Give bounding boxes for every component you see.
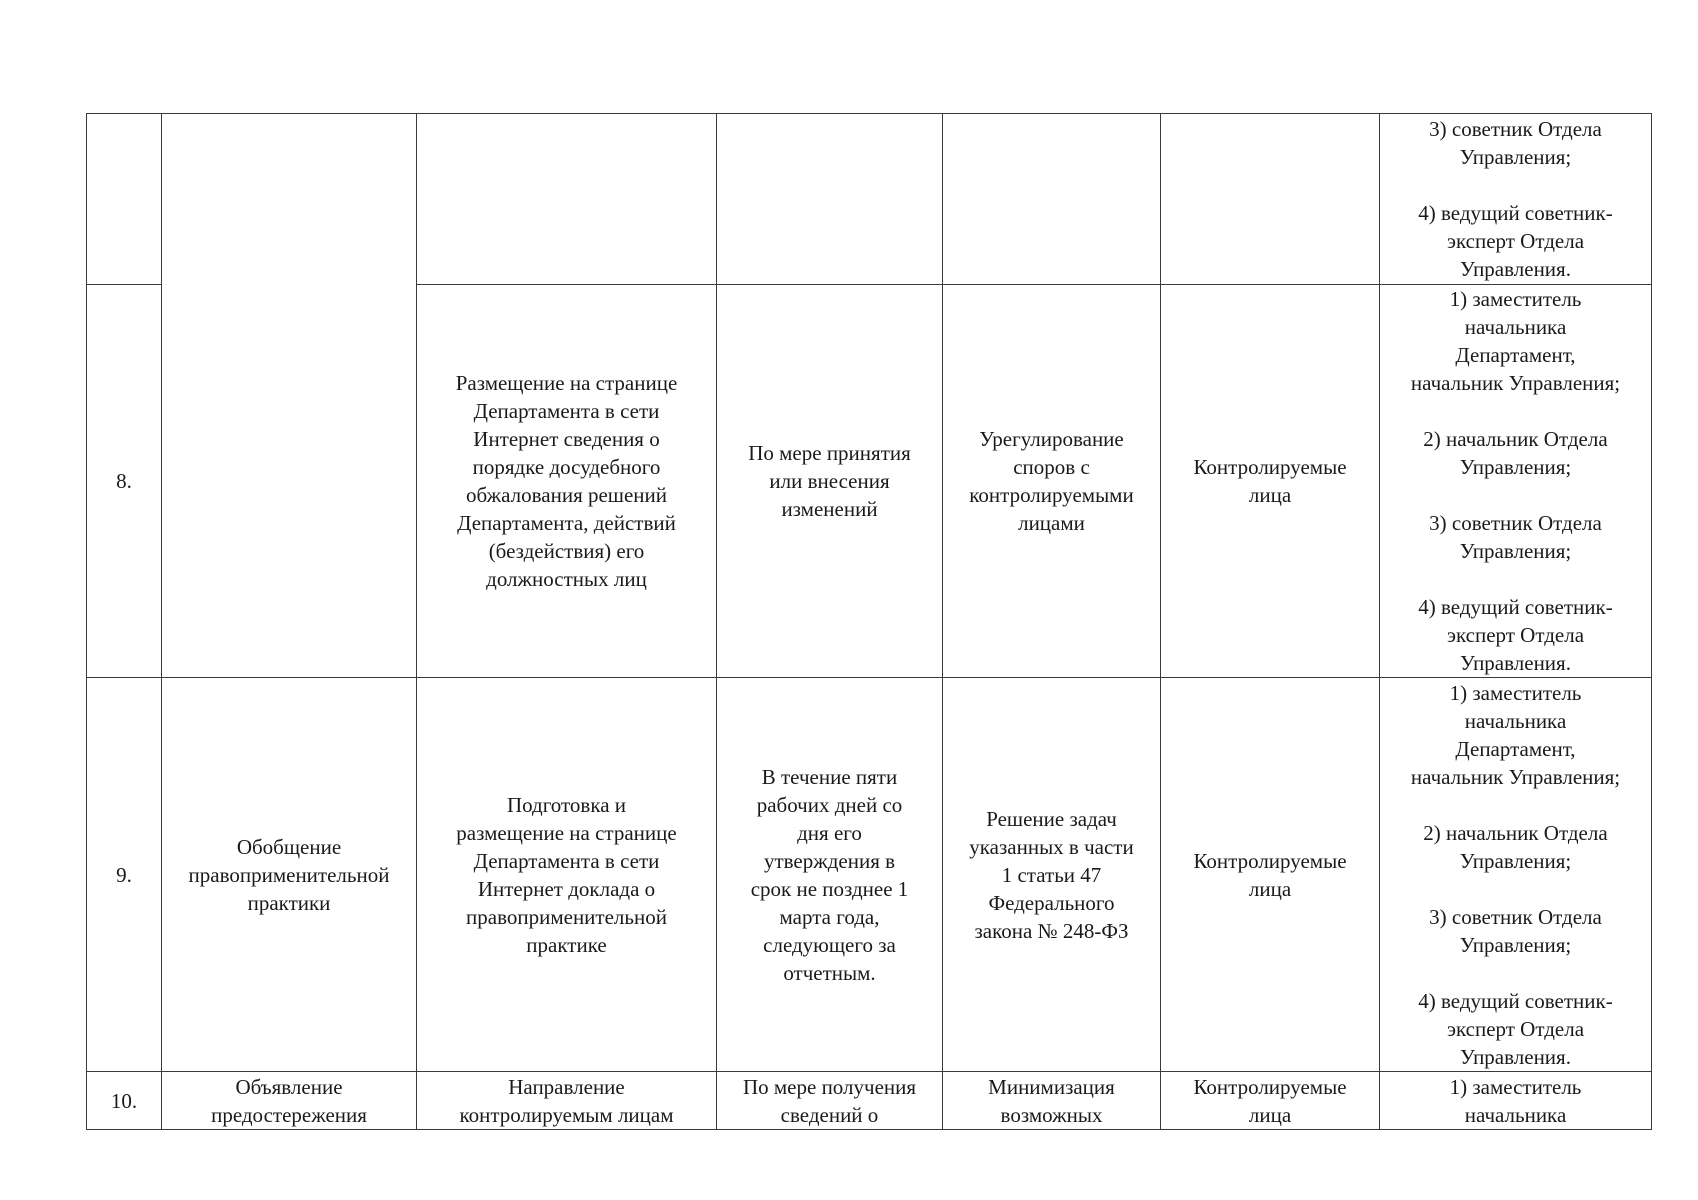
subject-cell: Контролируемые лица <box>1161 1072 1380 1130</box>
row-number-cell <box>87 114 162 285</box>
prevention-measures-table <box>86 113 1652 1130</box>
subject-cell <box>1161 114 1380 285</box>
subject-cell: Контролируемые лица <box>1161 285 1380 678</box>
responsible-cell: 1) заместитель начальника <box>1380 1072 1652 1130</box>
measure-content-cell <box>417 114 717 285</box>
responsible-cell: 1) заместитель начальника Департамент, начальник Управления; 2) начальник Отдела Управления; 3) советник Отдела Управления; 4) ведущий советник- эксперт Отдела Управления. <box>1380 678 1652 1072</box>
term-cell: По мере принятия или внесения изменений <box>717 285 943 678</box>
responsible-cell: 1) заместитель начальника Департамент, начальник Управления; 2) начальник Отдела Управления; 3) советник Отдела Управления; 4) ведущий советник- эксперт Отдела Управления. <box>1380 285 1652 678</box>
row-number-cell: 9. <box>87 678 162 1072</box>
measure-type-cell: Объявление предостережения <box>162 1072 417 1130</box>
goal-cell: Решение задач указанных в части 1 статьи 47 Федерального закона № 248-ФЗ <box>943 678 1161 1072</box>
row-number-cell: 8. <box>87 285 162 678</box>
responsible-cell: 3) советник Отдела Управления; 4) ведущий советник- эксперт Отдела Управления. <box>1380 114 1652 285</box>
goal-cell: Урегулирование споров с контролируемыми лицами <box>943 285 1161 678</box>
measure-content-cell: Размещение на странице Департамента в сети Интернет сведения о порядке досудебного обжалования решений Департамента, действий (бездействия) его должностных лиц <box>417 285 717 678</box>
measure-content-cell: Подготовка и размещение на странице Департамента в сети Интернет доклада о правоприменительной практике <box>417 678 717 1072</box>
term-cell <box>717 114 943 285</box>
goal-cell <box>943 114 1161 285</box>
measure-type-cell: Обобщение правоприменительной практики <box>162 678 417 1072</box>
measure-content-cell: Направление контролируемым лицам <box>417 1072 717 1130</box>
table-row <box>87 678 1652 1072</box>
goal-cell: Минимизация возможных <box>943 1072 1161 1130</box>
term-cell: В течение пяти рабочих дней со дня его утверждения в срок не позднее 1 марта года, следующего за отчетным. <box>717 678 943 1072</box>
term-cell: По мере получения сведений о <box>717 1072 943 1130</box>
table-row <box>87 1072 1652 1130</box>
measure-type-cell <box>162 114 417 678</box>
subject-cell: Контролируемые лица <box>1161 678 1380 1072</box>
row-number-cell: 10. <box>87 1072 162 1130</box>
table-row <box>87 114 1652 285</box>
